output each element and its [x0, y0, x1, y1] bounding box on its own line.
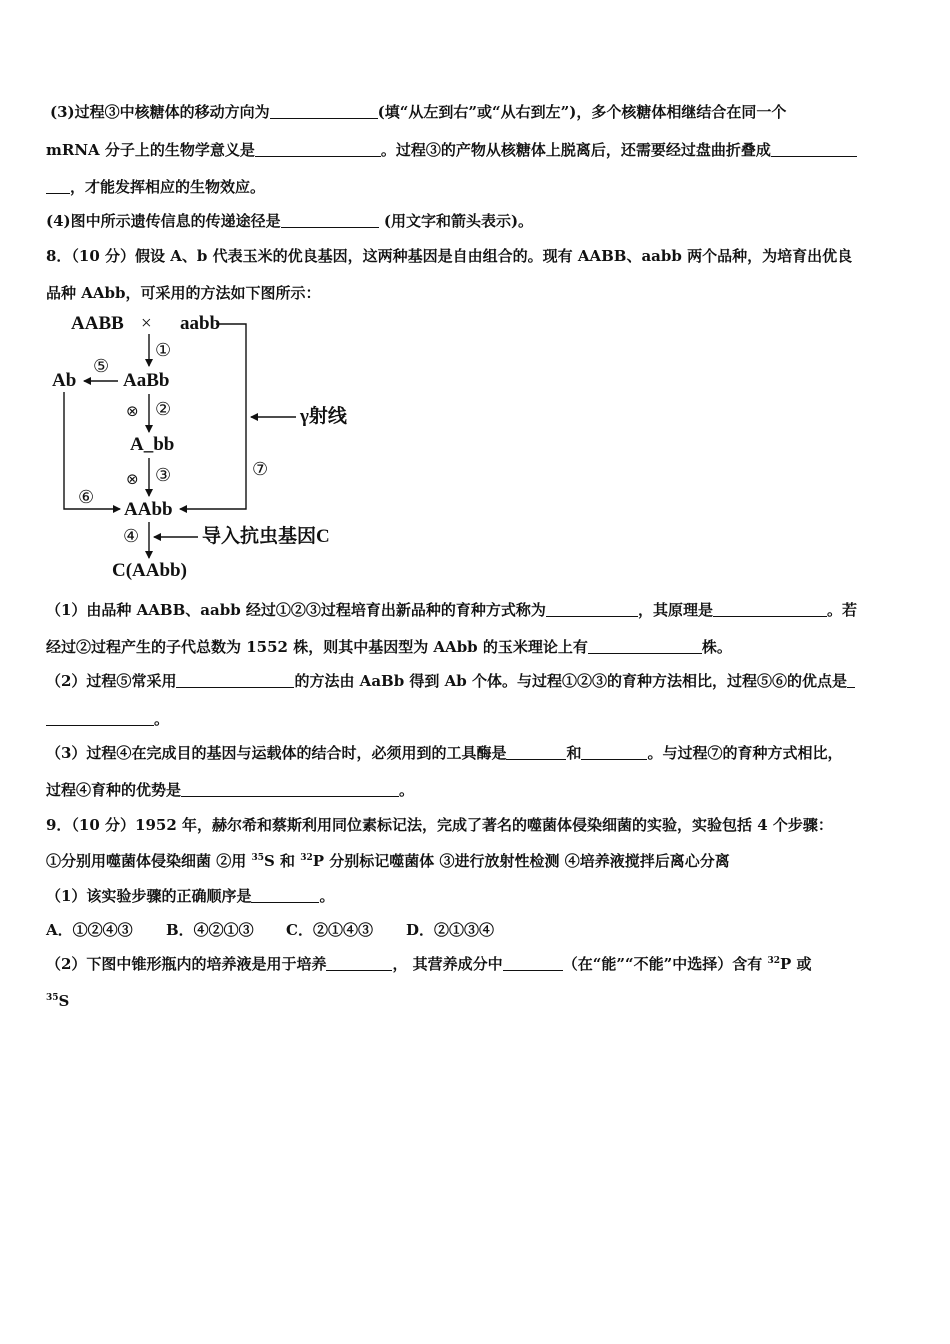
self-cross-symbol: ⊗ [126, 470, 139, 488]
step-1-label: ① [155, 340, 172, 361]
answer-blank[interactable] [847, 673, 855, 688]
answer-blank[interactable] [281, 213, 379, 228]
answer-blank[interactable] [326, 956, 392, 971]
cross-symbol: × [141, 313, 152, 334]
step-7-label: ⑦ [252, 459, 269, 480]
answer-blank[interactable] [588, 639, 702, 654]
q8-part2-line1: （2）过程⑤常采用 的方法由 AaBb 得到 Ab 个体。与过程①②③的育种方法相比，过程⑤⑥的优点是 [46, 671, 855, 691]
answer-blank[interactable] [503, 956, 563, 971]
answer-blank[interactable] [270, 104, 378, 119]
q7-line1: (3)过程③中核糖体的移动方向为 (填“从左到右”或“从右到左”)，多个核糖体相继结合在同一个 [50, 103, 787, 121]
breeding-diagram [46, 308, 366, 593]
a-bb-label: A_bb [130, 434, 175, 455]
gamma-ray-label: γ射线 [300, 406, 347, 427]
q8-header: 8．（10 分）假设 A、b 代表玉米的优良基因，这两种基因是自由组合的。现有 AABB、aabb 两个品种，为培育出优良 [46, 247, 853, 265]
q9-header: 9．（10 分）1952 年，赫尔希和蔡斯利用同位素标记法，完成了著名的噬菌体侵染细菌的实验，实验包括 4 个步骤： [46, 816, 833, 834]
f1-aabb: AaBb [123, 370, 170, 391]
parent-aabb-lower: aabb [180, 313, 221, 334]
target-aabb: AAbb [124, 499, 173, 520]
q7-line3: ，才能发挥相应的生物效应。 [46, 177, 265, 197]
answer-blank[interactable] [546, 602, 638, 617]
answer-blank[interactable] [46, 711, 154, 726]
step-2-label: ② [155, 399, 172, 420]
answer-blank[interactable] [771, 142, 857, 157]
option-d[interactable]: D．②①③④ [406, 921, 495, 939]
answer-blank[interactable] [251, 888, 319, 903]
c-aabb-label: C(AAbb) [112, 560, 187, 581]
answer-blank[interactable] [255, 142, 381, 157]
self-cross-symbol: ⊗ [126, 402, 139, 420]
step-4-label: ④ [123, 526, 140, 547]
option-c[interactable]: C．②①④③ [286, 921, 373, 939]
q9-part1: （1）该实验步骤的正确顺序是 。 [46, 887, 335, 905]
q9-part2-line2: $^{35}$S [46, 992, 70, 1010]
q9-options [46, 920, 526, 940]
q8-part3-line1: （3）过程④在完成目的基因与运载体的结合时，必须用到的工具酶是 和 。与过程⑦的育种方式相比， [46, 744, 843, 762]
answer-blank[interactable] [181, 782, 399, 797]
q9-steps: ①分别用噬菌体侵染细菌 ②用 $^{35}$S 和 $^{32}$P 分别标记噬菌体 ③进行放射性检测 ④培养液搅拌后离心分离 [46, 852, 730, 870]
answer-blank[interactable] [713, 602, 827, 617]
q8-part1-line1: （1）由品种 AABB、aabb 经过①②③过程培育出新品种的育种方式称为 ，其原理是 。若 [46, 601, 857, 619]
q8-part3-line2: 过程④育种的优势是 。 [46, 781, 415, 799]
ab-label: Ab [52, 370, 77, 391]
step-6-label: ⑥ [78, 487, 95, 508]
option-a[interactable]: A．①②④③ [46, 921, 133, 939]
step-3-label: ③ [155, 465, 172, 486]
q9-part2-line1: （2）下图中锥形瓶内的培养液是用于培养 ， 其营养成分中 （在“能”“不能”中选择）含有 $^{32}$P 或 [46, 955, 812, 973]
parent-aabb-upper: AABB [71, 313, 124, 334]
insert-gene-label: 导入抗虫基因C [202, 526, 330, 547]
q7-line4: (4)图中所示遗传信息的传递途径是 (用文字和箭头表示)。 [46, 212, 534, 230]
diagram-lines [46, 308, 366, 593]
q7-line2: mRNA 分子上的生物学意义是 。过程③的产物从核糖体上脱离后，还需要经过盘曲折叠成 [46, 140, 857, 160]
arrow-step7 [180, 324, 246, 509]
q8-header2: 品种 AAbb，可采用的方法如下图所示： [46, 284, 321, 302]
option-b[interactable]: B．④②①③ [166, 921, 254, 939]
answer-blank[interactable] [46, 179, 70, 194]
step-5-label: ⑤ [93, 356, 110, 377]
answer-blank[interactable] [581, 745, 647, 760]
answer-blank[interactable] [176, 673, 294, 688]
answer-blank[interactable] [506, 745, 566, 760]
q8-part2-line2: 。 [46, 709, 169, 729]
q8-part1-line2: 经过②过程产生的子代总数为 1552 株，则其中基因型为 AAbb 的玉米理论上有 株。 [46, 638, 732, 656]
